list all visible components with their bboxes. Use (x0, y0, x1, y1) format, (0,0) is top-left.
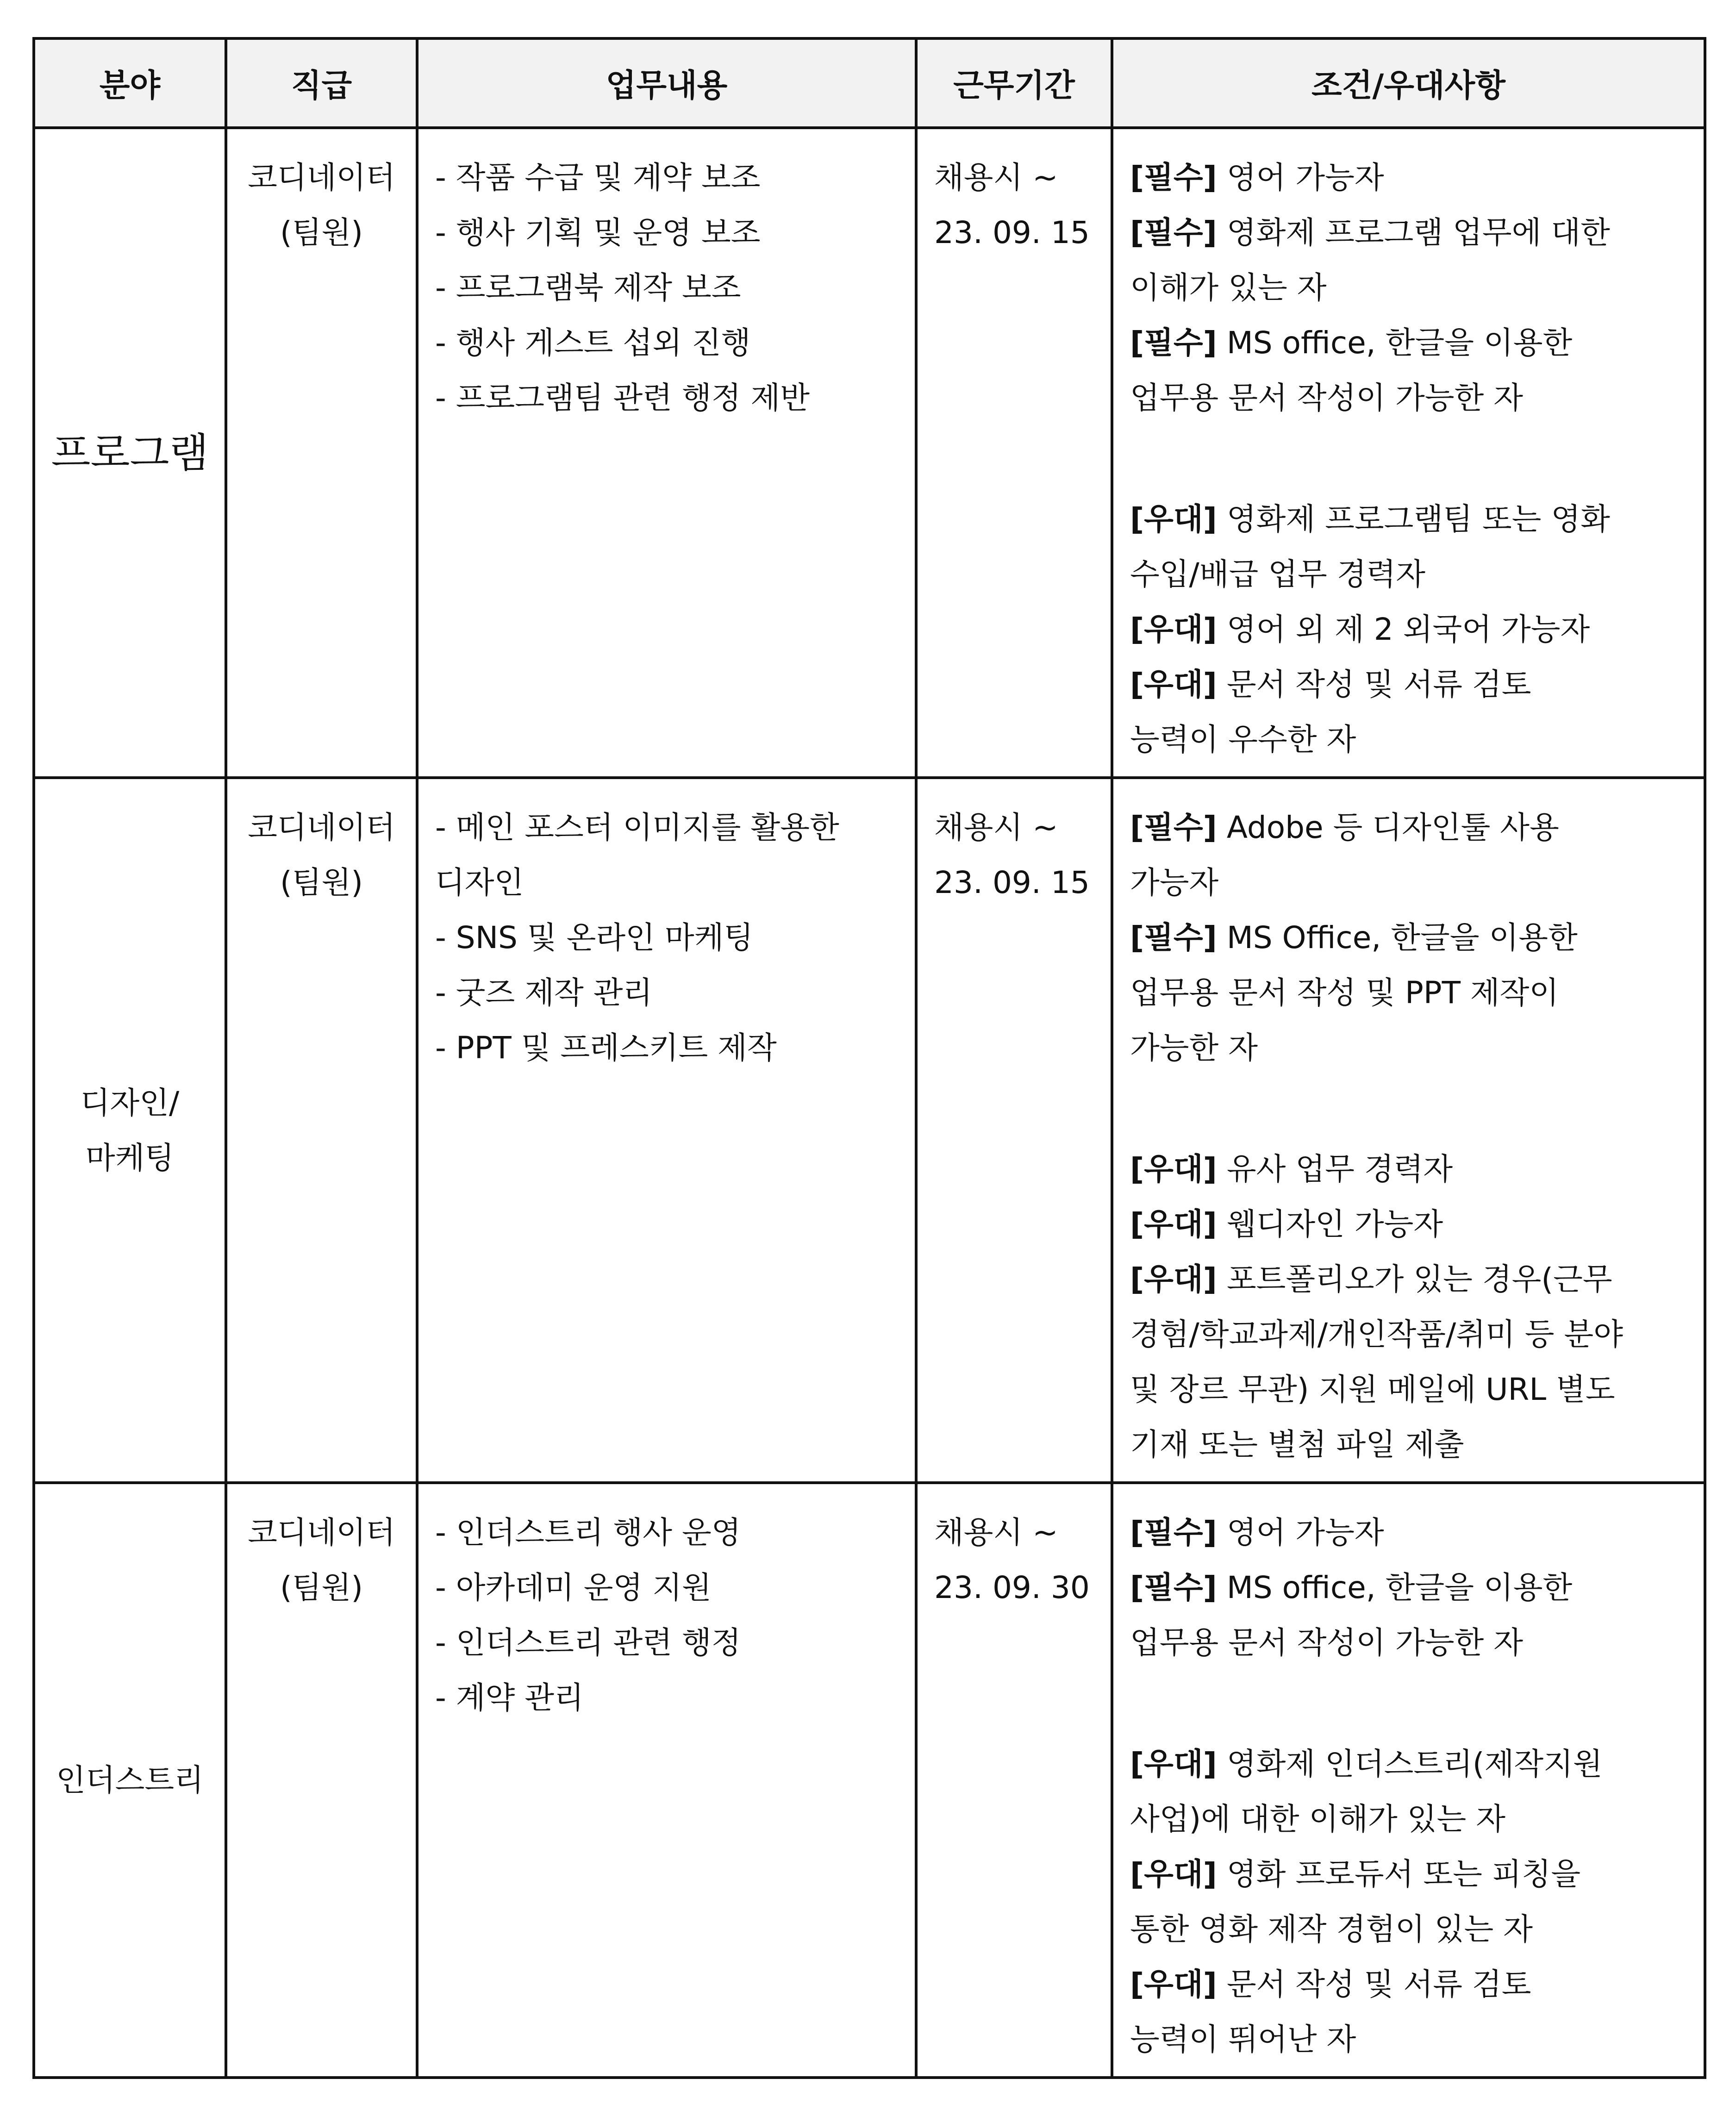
duty-item: 디자인 (435, 865, 524, 900)
rank-level: (팀원) (280, 865, 363, 900)
duty-item: - SNS 및 온라인 마케팅 (435, 920, 754, 955)
condition-line (1130, 657, 1687, 712)
conditions-cell (1112, 128, 1705, 778)
condition-line (1130, 1142, 1687, 1197)
period-start: 채용시 ~ (934, 810, 1058, 845)
condition-line (1130, 1197, 1687, 1252)
required-tag: [필수] (1130, 325, 1217, 361)
duty-item: - PPT 및 프레스키트 제작 (435, 1030, 777, 1066)
condition-line (1130, 492, 1687, 547)
condition-text: 사업)에 대한 이해가 있는 자 (1130, 1801, 1505, 1837)
preferred-tag: [우대] (1130, 1856, 1217, 1892)
condition-line (1130, 1560, 1687, 1615)
condition-line (1130, 1957, 1687, 2012)
duty-item: - 작품 수급 및 계약 보조 (435, 160, 761, 195)
conditions-cell (1112, 1483, 1705, 2078)
field-cell (34, 778, 226, 1483)
duties-cell (417, 128, 916, 778)
condition-text: 영어 가능자 (1226, 160, 1384, 195)
period-start: 채용시 ~ (934, 160, 1058, 195)
field-label: 마케팅 (85, 1140, 175, 1176)
condition-text: 영화제 인더스트리(제작지원 (1226, 1746, 1603, 1782)
duty-item: - 인더스트리 행사 운영 (435, 1515, 741, 1550)
condition-text: Adobe 등 디자인툴 사용 (1226, 810, 1559, 845)
duties-cell (417, 1483, 916, 2078)
condition-text: 능력이 뛰어난 자 (1130, 2022, 1356, 2057)
condition-text: 문서 작성 및 서류 검토 (1226, 667, 1531, 702)
field-cell (34, 1483, 226, 2078)
condition-text: MS office, 한글을 이용한 (1226, 1570, 1573, 1605)
condition-text: MS Office, 한글을 이용한 (1226, 920, 1578, 955)
condition-line (1130, 150, 1687, 205)
condition-text: 업무용 문서 작성 및 PPT 제작이 (1130, 975, 1559, 1011)
duty-item: - 행사 기획 및 운영 보조 (435, 215, 761, 250)
section-gap (1130, 425, 1687, 492)
header-period: 근무기간 (916, 38, 1112, 128)
rank-title: 코디네이터 (248, 810, 395, 845)
required-tag: [필수] (1130, 215, 1217, 250)
condition-text: 능력이 우수한 자 (1130, 722, 1356, 757)
period-start: 채용시 ~ (934, 1515, 1058, 1550)
duty-item: - 프로그램팀 관련 행정 제반 (435, 380, 810, 416)
duty-item: - 굿즈 제작 관리 (435, 975, 653, 1011)
period-cell (916, 778, 1112, 1483)
section-gap (1130, 1075, 1687, 1142)
required-tag: [필수] (1130, 920, 1217, 955)
header-conditions: 조건/우대사항 (1112, 38, 1705, 128)
duty-item: - 메인 포스터 이미지를 활용한 (435, 810, 839, 845)
period-cell (916, 1483, 1112, 2078)
job-posting-table (32, 37, 1706, 2079)
condition-text: 유사 업무 경력자 (1226, 1151, 1453, 1187)
condition-line (1130, 1505, 1687, 1560)
condition-text: 업무용 문서 작성이 가능한 자 (1130, 1625, 1523, 1660)
required-tag: [필수] (1130, 1570, 1217, 1605)
preferred-tag: [우대] (1130, 1966, 1217, 2002)
period-end: 23. 09. 15 (934, 865, 1090, 900)
condition-line (1130, 910, 1687, 965)
rank-cell (226, 128, 417, 778)
preferred-tag: [우대] (1130, 612, 1217, 647)
preferred-tag: [우대] (1130, 1151, 1217, 1187)
period-end: 23. 09. 30 (934, 1570, 1090, 1605)
header-rank: 직급 (226, 38, 417, 128)
preferred-tag: [우대] (1130, 1206, 1217, 1242)
required-tag: [필수] (1130, 160, 1217, 195)
condition-text: 및 장르 무관) 지원 메일에 URL 별도 (1130, 1372, 1615, 1407)
conditions-cell (1112, 778, 1705, 1483)
table-row (34, 778, 1705, 1483)
required-tag: [필수] (1130, 810, 1217, 845)
condition-line (1130, 315, 1687, 370)
rank-level: (팀원) (280, 1570, 363, 1605)
rank-level: (팀원) (280, 215, 363, 250)
field-label: 프로그램 (51, 429, 209, 477)
rank-title: 코디네이터 (248, 160, 395, 195)
rank-title: 코디네이터 (248, 1515, 395, 1550)
condition-text: 업무용 문서 작성이 가능한 자 (1130, 380, 1523, 416)
condition-text: 수입/배급 업무 경력자 (1130, 556, 1425, 592)
condition-text: 영어 외 제 2 외국어 가능자 (1226, 612, 1590, 647)
condition-text: 영화제 프로그램팀 또는 영화 (1226, 501, 1610, 537)
condition-text: 영어 가능자 (1226, 1515, 1384, 1550)
preferred-tag: [우대] (1130, 1261, 1217, 1297)
condition-text: 영화제 프로그램 업무에 대한 (1226, 215, 1610, 250)
condition-text: 웹디자인 가능자 (1226, 1206, 1443, 1242)
condition-text: 가능한 자 (1130, 1030, 1258, 1066)
period-cell (916, 128, 1112, 778)
rank-cell (226, 1483, 417, 2078)
field-label: 디자인/ (80, 1085, 180, 1121)
condition-line (1130, 1252, 1687, 1307)
section-gap (1130, 1670, 1687, 1736)
condition-text: 가능자 (1130, 865, 1219, 900)
duty-item: - 행사 게스트 섭외 진행 (435, 325, 751, 361)
header-row (34, 38, 1705, 128)
period-end: 23. 09. 15 (934, 215, 1090, 250)
condition-line (1130, 1736, 1687, 1791)
rank-cell (226, 778, 417, 1483)
preferred-tag: [우대] (1130, 667, 1217, 702)
condition-text: 문서 작성 및 서류 검토 (1226, 1966, 1531, 2002)
table-row (34, 1483, 1705, 2078)
header-duties: 업무내용 (417, 38, 916, 128)
condition-text: 포트폴리오가 있는 경우(근무 (1226, 1261, 1612, 1297)
condition-line (1130, 205, 1687, 260)
duties-cell (417, 778, 916, 1483)
table-row (34, 128, 1705, 778)
condition-text: 영화 프로듀서 또는 피칭을 (1226, 1856, 1581, 1892)
condition-text: 기재 또는 별첨 파일 제출 (1130, 1427, 1464, 1462)
condition-text: 통한 영화 제작 경험이 있는 자 (1130, 1911, 1533, 1947)
preferred-tag: [우대] (1130, 501, 1217, 537)
duty-item: - 계약 관리 (435, 1680, 584, 1716)
field-cell (34, 128, 226, 778)
header-field: 분야 (34, 38, 226, 128)
preferred-tag: [우대] (1130, 1746, 1217, 1782)
condition-text: 경험/학교과제/개인작품/취미 등 분야 (1130, 1317, 1624, 1352)
duty-item: - 아카데미 운영 지원 (435, 1570, 712, 1605)
field-label: 인더스트리 (56, 1762, 204, 1798)
duty-item: - 인더스트리 관련 행정 (435, 1625, 741, 1660)
condition-text: 이해가 있는 자 (1130, 270, 1327, 306)
condition-line (1130, 602, 1687, 657)
required-tag: [필수] (1130, 1515, 1217, 1550)
condition-text: MS office, 한글을 이용한 (1226, 325, 1573, 361)
condition-line (1130, 800, 1687, 855)
duty-item: - 프로그램북 제작 보조 (435, 270, 741, 306)
condition-line (1130, 1847, 1687, 1902)
